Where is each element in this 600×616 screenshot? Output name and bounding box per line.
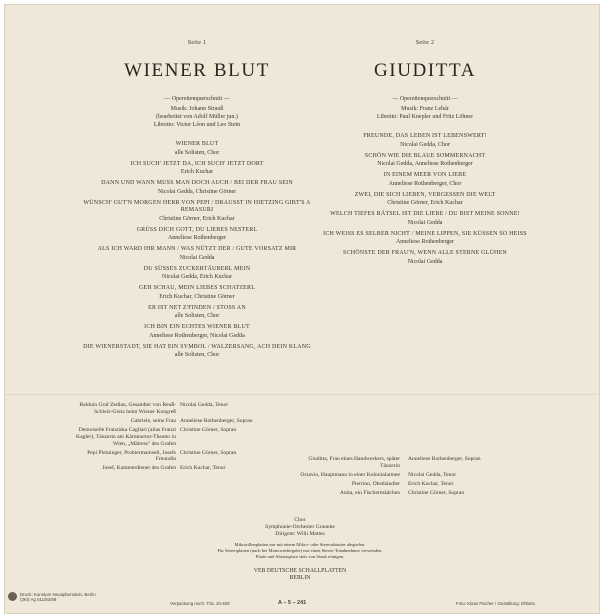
side-1-column <box>72 40 322 363</box>
text-line: Platte und Abtastspitze stets von Staub reinigen. <box>255 554 345 560</box>
track-artists: Nicolai Gedda, Erich Kuchar <box>162 274 232 280</box>
cast-row <box>296 472 506 479</box>
track-item <box>300 153 550 169</box>
cast-row <box>72 402 302 416</box>
text-line: BERLIN <box>289 575 311 581</box>
album-title: GIUDITTA <box>373 60 477 81</box>
track-artists: alle Solisten, Chor <box>174 313 220 319</box>
text-line: Libretto: Paul Knepler und Fritz Löhner <box>376 114 474 120</box>
track-artists: Anneliese Rothenberger <box>395 239 455 245</box>
track-item <box>300 211 550 227</box>
track-title: ICH BIN EIN ECHTES WIENER BLUT <box>144 324 250 330</box>
track-item <box>72 161 322 177</box>
track-item <box>300 231 550 247</box>
text-line: Musik: Franz Lehár <box>401 106 449 112</box>
text-line: Dirigent: Willi Mattes <box>275 531 325 537</box>
side-2-column <box>300 40 550 270</box>
track-list <box>300 133 550 266</box>
subtitle: — Operettenquerschnitt — <box>392 96 458 102</box>
track-title: DIE WIENERSTADT, SIE HAT EIN SYMBOL / WALZERSANG, ACH DEIN KLANG <box>83 343 311 350</box>
cast-row <box>72 427 302 448</box>
cast-role: Pepi Pleininger, Probiermamsell, Josefs Freundin <box>87 449 176 463</box>
catalog-number: A – 5 – 241 <box>278 600 307 606</box>
cast-row <box>72 418 302 425</box>
track-title: ALS ICH WARD IHR MANN / WAS NÜTZT DER / GUTE VORSATZ MIR <box>97 246 297 252</box>
text-line: Libretto: Victor Léon und Leo Stein <box>153 122 241 128</box>
playback-notes <box>120 542 480 561</box>
track-artists: alle Solisten, Chor <box>174 149 220 156</box>
credits <box>72 105 322 129</box>
track-title: FREUNDE, DAS LEBEN IST LEBENSWERT! <box>363 133 487 139</box>
track-title: SCHÖNSTE DER FRAU'N, WENN ALLE STERNE GLÜHEN <box>343 250 507 256</box>
side-label: Seite 2 <box>415 40 435 46</box>
track-item <box>72 285 322 301</box>
text-line: Symphonie-Orchester Graunke <box>265 524 335 530</box>
track-title: ZWEI, DIE SICH LIEBEN, VERGESSEN DIE WELT <box>354 191 496 198</box>
text-line: (3KI) Ag 511/82/89 <box>20 597 57 603</box>
photo-credit: Foto: Klaus Fischer / Gestaltung: Ehbets <box>456 601 535 606</box>
cast-role: Gabriele, seine Frau <box>130 417 176 424</box>
track-title: SCHÖN WIE DIE BLAUE SOMMERNACHT <box>364 152 486 159</box>
packaging-note: Verpackung noch: TGL 10-409 <box>170 601 230 606</box>
track-item <box>72 141 322 157</box>
cast-singer: Erich Kuchar, Tenor <box>408 480 454 487</box>
track-title: DU SÜSSES ZUCKERTÄUBERL MEIN <box>143 265 251 272</box>
track-artists: Anneliese Rothenberger <box>167 235 227 241</box>
track-artists: Christine Görner, Erich Kuchar <box>387 200 463 206</box>
track-artists: Anneliese Rothenberger, Chor <box>388 180 462 187</box>
track-title: ICH WEISS ES SELBER NICHT / MEINE LIPPEN, SIE KÜSSEN SO HEISS <box>323 230 527 237</box>
track-item <box>72 266 322 282</box>
cast-row <box>296 456 506 470</box>
cast-list-giuditta <box>296 456 506 499</box>
track-artists: Christine Görner, Erich Kuchar <box>159 215 235 222</box>
track-artists: Nicolai Gedda <box>179 254 215 261</box>
cast-singer: Erich Kuchar, Tenor <box>180 465 226 472</box>
track-artists: Anneliese Rothenberger, Nicolai Gedda <box>149 332 245 339</box>
text-line: VEB DEUTSCHE SCHALLPLATTEN <box>253 568 347 574</box>
track-title: ER IST NET Z'FINDEN / STOSS AN <box>148 304 246 311</box>
track-artists: Erich Kuchar <box>180 169 214 175</box>
divider <box>4 394 598 395</box>
track-artists: Nicolai Gedda, Anneliese Rothenberger <box>377 161 473 167</box>
text-line: (bearbeitet von Adolf Müller jun.) <box>156 114 238 120</box>
cast-role: Anita, ein Fischermädchen <box>339 489 400 496</box>
cast-singer: Anneliese Rothenberger, Sopran <box>180 417 253 424</box>
track-item <box>72 227 322 243</box>
track-list <box>72 141 322 359</box>
cast-singer: Christine Görner, Sopran <box>180 449 237 456</box>
cast-role: Pierrino, Obsthändler <box>351 480 400 487</box>
track-item <box>300 250 550 266</box>
cast-role: Balduin Graf Zedlau, Gesandter von Reuß-Schleiz-Greiz beim Wiener Kongreß <box>79 402 176 415</box>
track-artists: Nicolai Gedda, Chor <box>400 141 450 148</box>
cast-role: Octavio, Hauptmann in einer Kolonialarmee <box>300 471 400 478</box>
subtitle: — Operettenquerschnitt — <box>164 96 230 102</box>
track-item <box>72 180 322 196</box>
track-item <box>72 344 322 360</box>
track-artists: alle Solisten, Chor <box>174 352 220 358</box>
text-line: Musik: Johann Strauß <box>170 106 224 112</box>
track-item <box>300 192 550 208</box>
track-title: WIENER BLUT <box>175 141 219 147</box>
track-item <box>72 200 322 223</box>
cast-singer: Nicolai Gedda, Tenor <box>408 471 457 478</box>
track-item <box>72 246 322 262</box>
track-artists: Nicolai Gedda <box>407 258 443 265</box>
track-title: GEH SCHAU, MEIN LIEBES SCHATZERL <box>138 285 256 291</box>
cast-role: Giuditta, Frau eines Handwerkers, später Tänzerin <box>308 456 400 469</box>
track-item <box>300 172 550 188</box>
cast-singer: Christine Görner, Sopran <box>408 489 465 496</box>
cast-row <box>296 490 506 497</box>
chorus-credits <box>120 517 480 538</box>
label-logo-icon <box>8 592 17 601</box>
track-title: ICH SUCH' JETZT DA, ICH SUCH' JETZT DORT <box>130 160 264 167</box>
track-title: IN EINEM MEER VON LIEBE <box>383 172 467 178</box>
track-title: DANN UND WANN MUSS MAN DOCH AUCH / BEI DER FRAU SEIN <box>101 180 293 186</box>
cast-singer: Christine Görner, Sopran <box>180 426 237 433</box>
track-title: GRÜSS DICH GOTT, DU LIEBES NESTERL <box>136 226 258 233</box>
cast-singer: Anneliese Rothenberger, Sopran <box>408 456 481 462</box>
cast-row <box>296 481 506 488</box>
text-line: Mikrorillenplatten nur mit einem Mikro- oder Stereoabtaster abspielen. <box>234 542 366 547</box>
track-artists: Nicolai Gedda <box>407 219 443 226</box>
track-title: WÜNSCH' GUT'N MORGEN HERR VON PEPI / DRAUSST IN HIETZING GIBT'S A REMASURI <box>83 199 311 213</box>
record-label <box>120 568 480 582</box>
track-item <box>72 324 322 340</box>
track-item <box>300 133 550 149</box>
text-line: Für Stereoplatten (auch bei Monowiedergabe) nur einen Stereo-Tonabnehmer verwenden. <box>217 548 383 554</box>
track-artists: Nicolai Gedda, Christine Görner <box>157 188 237 195</box>
side-label: Seite 1 <box>187 40 207 46</box>
cast-singer: Nicolai Gedda, Tenor <box>180 402 229 408</box>
track-item <box>72 305 322 321</box>
printer-info <box>20 592 96 603</box>
cast-role: Demoiselle Franziska Cagliari (alias Franzi Kagler), Tänzerin am Kärntnertor-Theater in Wien, „Mätress" des Grafen <box>76 426 176 447</box>
cast-row <box>72 450 302 464</box>
credits <box>300 105 550 121</box>
track-artists: Erich Kuchar, Christine Görner <box>159 293 235 300</box>
track-title: WELCH TIEFES RÄTSEL IST DIE LIEBE / DU BIST MEINE SONNE! <box>330 211 520 217</box>
cast-list-wiener-blut <box>72 402 302 474</box>
album-title: WIENER BLUT <box>124 60 270 81</box>
text-line: Druck: Kunstum Neuapbenstein, Berlin <box>20 592 96 597</box>
cast-role: Josef, Kammerdiener des Grafen <box>102 465 176 472</box>
cast-row <box>72 465 302 472</box>
text-line: Chor <box>294 517 306 523</box>
